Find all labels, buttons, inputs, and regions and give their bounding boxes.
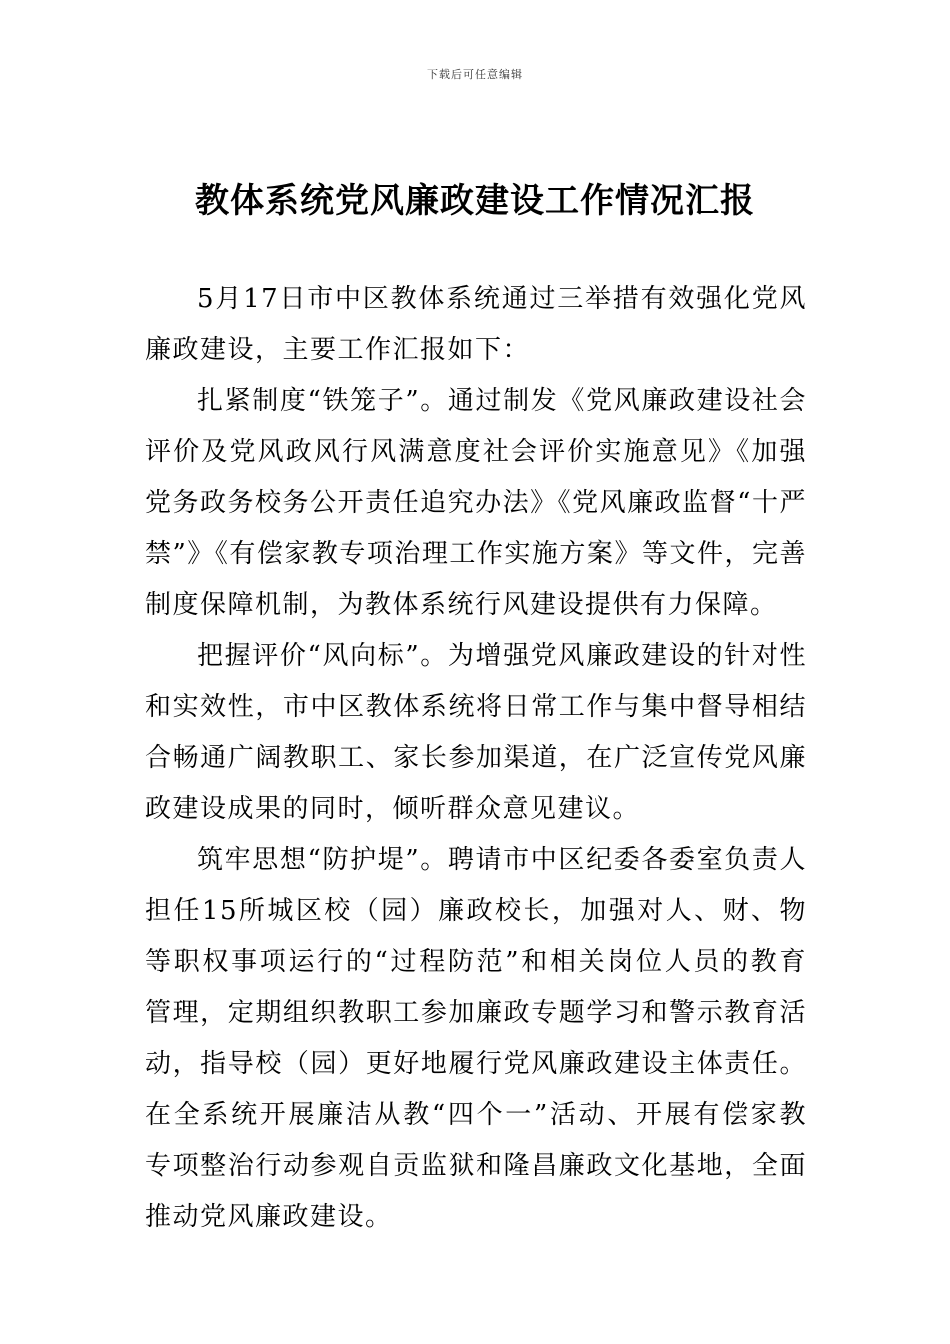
header-note: 下载后可任意编辑 <box>427 68 523 81</box>
document-title: 教体系统党风廉政建设工作情况汇报 <box>195 181 755 221</box>
paragraph-evaluation: 把握评价“风向标”。为增强党风廉政建设的针对性和实效性，市中区教体系统将日常工作与集中督导相结合畅通广阔教职工、家长参加渠道，在广泛宣传党风廉政建设成果的同时，倾听群众意见建议。 <box>145 641 807 824</box>
paragraph-intro: 5月17日市中区教体系统通过三举措有效强化党风廉政建设，主要工作汇报如下： <box>145 284 807 365</box>
document-body <box>145 274 807 1243</box>
paragraph-system: 扎紧制度“铁笼子”。通过制发《党风廉政建设社会评价及党风政风行风满意度社会评价实施意见》《加强党务政务校务公开责任追究办法》《党风廉政监督“十严禁”》《有偿家教专项治理工作实施方案》等文件，完善制度保障机制，为教体系统行风建设提供有力保障。 <box>145 386 807 620</box>
paragraph-ideology: 筑牢思想“防护堤”。聘请市中区纪委各委室负责人担任15所城区校（园）廉政校长，加强对人、财、物等职权事项运行的“过程防范”和相关岗位人员的教育管理，定期组织教职工参加廉政专题学习和警示教育活动，指导校（园）更好地履行党风廉政建设主体责任。在全系统开展廉洁从教“四个一”活动、开展有偿家教专项整治行动参观自贡监狱和隆昌廉政文化基地，全面推动党风廉政建设。 <box>145 845 807 1232</box>
